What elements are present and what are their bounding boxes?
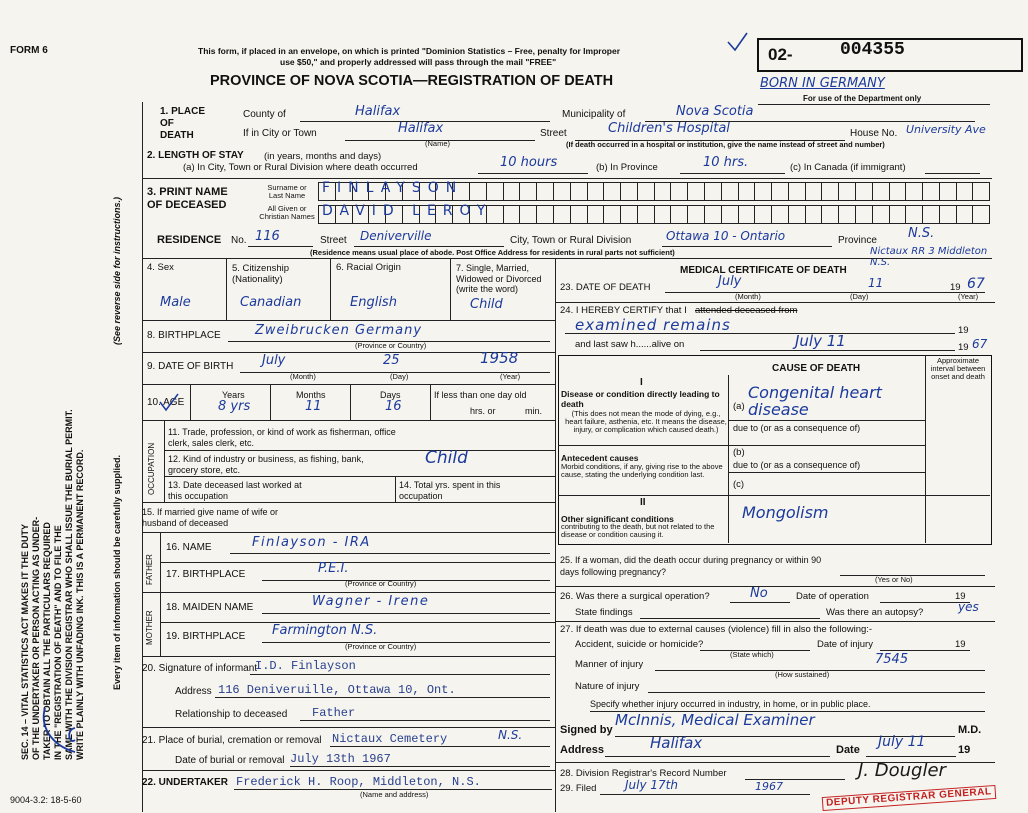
dob-month-caption: (Month) xyxy=(290,372,316,381)
age-label: 10. AGE xyxy=(147,397,185,408)
residence-no: 116 xyxy=(255,229,280,244)
interval-heading: Approximate interval between onset and death xyxy=(930,356,986,381)
father-side-label: FATHER xyxy=(145,554,154,585)
stay-province-label: (b) In Province xyxy=(596,162,658,173)
age-months: 11 xyxy=(305,399,322,414)
disease-hint: (This does not mean the mode of dying, e.g., heart failure, asthenia, etc. It means the disease, injury, or complication which caused death.) xyxy=(565,409,727,434)
print-name-label: 3. PRINT NAME OF DECEASED xyxy=(147,186,228,211)
side-text-5: SAME WITH THE DIVISION REGISTRAR WHO SHALL ISSUE THE BURIAL PERMIT. xyxy=(64,409,74,760)
check-mark-icon xyxy=(725,30,750,55)
age-check-mark-icon xyxy=(158,392,180,414)
born-note: BORN IN GERMANY xyxy=(760,76,885,91)
autopsy-value: yes xyxy=(958,600,979,614)
dept-use: For use of the Department only xyxy=(803,94,922,103)
informant-sig-label: 20. Signature of informant xyxy=(142,663,258,674)
burial-date-label: Date of burial or removal xyxy=(175,755,285,766)
residence-city-label: City, Town or Rural Division xyxy=(510,235,632,246)
signed-by-label: Signed by xyxy=(560,724,613,736)
last-saw-year-prefix: 19 xyxy=(958,342,969,353)
length-of-stay-label: 2. LENGTH OF STAY xyxy=(147,150,244,161)
citizenship-value: Canadian xyxy=(240,295,302,310)
disease-label: Disease or condition directly leading to death xyxy=(561,389,720,409)
sex-value: Male xyxy=(160,295,191,310)
side-text-8: Every item of information should be carefully supplied. xyxy=(112,454,122,690)
occupation-q12-value: Child xyxy=(425,448,468,468)
occupation-q15: 15. If married give name of wife or husband of deceased xyxy=(142,507,279,528)
stay-canada-label: (c) In Canada (if immigrant) xyxy=(790,162,906,173)
place-of-death-label xyxy=(160,106,210,142)
med-date-value: July 11 xyxy=(878,734,926,750)
place-label-text: PLACE OF DEATH xyxy=(160,106,206,141)
racial-label: 6. Racial Origin xyxy=(336,262,401,273)
last-saw-year: 67 xyxy=(972,337,988,351)
manner-value: 7545 xyxy=(875,652,909,667)
yes-no-caption: (Yes or No) xyxy=(875,575,913,584)
father-birthplace: P.E.I. xyxy=(318,561,349,576)
residence-city: Ottawa 10 - Ontario xyxy=(666,229,786,243)
death-year: 67 xyxy=(967,276,985,292)
q28-label: 28. Division Registrar's Record Number xyxy=(560,768,727,779)
county-label: County of xyxy=(243,109,286,120)
operation-date-label: Date of operation xyxy=(796,591,869,602)
death-month: July xyxy=(718,274,742,289)
stay-city-label: (a) In City, Town or Rural Division where death occurred xyxy=(183,162,418,173)
q24-value: examined remains xyxy=(575,316,731,334)
years-label: Years xyxy=(222,390,245,400)
name-caption: (Name) xyxy=(425,139,451,148)
occupation-q12: 12. Kind of industry or business, as fishing, bank, grocery store, etc. xyxy=(168,454,364,475)
burial-place: Nictaux Cemetery xyxy=(332,732,448,746)
occupation-side-label: OCCUPATION xyxy=(147,442,156,495)
registrar-stamp: DEPUTY REGISTRAR GENERAL xyxy=(822,785,996,811)
undertaker-value: Frederick H. Roop, Middleton, N.S. xyxy=(236,775,481,789)
death-day: 11 xyxy=(868,276,884,290)
mother-birthplace-label: 19. BIRTHPLACE xyxy=(166,631,246,642)
age-days: 16 xyxy=(385,399,402,414)
q27-label: 27. If death was due to external causes (violence) fill in also the following:- xyxy=(560,624,873,635)
undertaker-caption: (Name and address) xyxy=(360,790,429,799)
injury-date-label: Date of injury xyxy=(817,639,873,650)
registrar-signature: J. Dougler xyxy=(858,760,946,781)
burial-place-mark: N.S. xyxy=(498,728,523,742)
death-year-prefix: 19 xyxy=(950,282,961,293)
section-i: I xyxy=(640,377,643,388)
municipality-value: Nova Scotia xyxy=(676,104,754,119)
given-label: All Given or Christian Names xyxy=(259,204,315,221)
county-value: Halifax xyxy=(355,104,401,119)
filed-year: 1967 xyxy=(755,780,783,793)
margin-mark-icon xyxy=(30,700,90,760)
occupation-q11: 11. Trade, profession, or kind of work as fisherman, office clerk, sales clerk, etc. xyxy=(168,427,396,448)
print-code: 9004-3.2: 18-5-60 xyxy=(10,795,82,805)
surname-label: Surname or Last Name xyxy=(267,183,307,200)
side-text-3: TAKER TO OBTAIN ALL THE PARTICULARS REQUIRED xyxy=(42,522,52,760)
months-label: Months xyxy=(296,390,326,400)
occupation-q13: 13. Date deceased last worked at this occupation xyxy=(168,480,302,501)
reg-number: 004355 xyxy=(840,40,905,60)
house-value: University Ave xyxy=(906,123,986,136)
side-text-4: IN THE "REGISTRATION OF DEATH" AND TO FILE THE xyxy=(53,525,63,760)
undertaker-label: 22. UNDERTAKER xyxy=(142,777,228,788)
citizenship-label: 5. Citizenship (Nationality) xyxy=(232,263,290,285)
marital-label: 7. Single, Married, Widowed or Divorced (write the word) xyxy=(456,263,542,294)
other-label: Other significant conditions xyxy=(561,514,674,524)
father-name-label: 16. NAME xyxy=(166,542,212,553)
city-label: If in City or Town xyxy=(243,128,317,139)
antecedent-hint: Morbid conditions, if any, giving rise to the above cause, stating the underlying condition last. xyxy=(561,462,723,479)
cause-c-label: (c) xyxy=(733,479,745,490)
street-value: Children's Hospital xyxy=(608,121,730,136)
autopsy-label: Was there an autopsy? xyxy=(826,607,924,618)
due-to-2: due to (or as a consequence of) xyxy=(733,460,861,470)
informant-sig: I.D. Finlayson xyxy=(255,659,356,673)
other-value: Mongolism xyxy=(742,503,829,522)
hospital-note: (If death occurred in a hospital or institution, give the name instead of street and number) xyxy=(566,140,885,149)
cause-b-label: (b) xyxy=(733,447,745,458)
cause-a-label: (a) xyxy=(733,401,745,412)
filed-value: July 17th xyxy=(625,778,678,792)
how-sustained-caption: (How sustained) xyxy=(775,670,830,679)
hrs-label: hrs. or xyxy=(470,406,496,416)
city-value: Halifax xyxy=(398,121,444,136)
section-ii: II xyxy=(640,497,646,508)
mother-name: Wagner - Irene xyxy=(312,594,430,609)
other-hint: contributing to the death, but not related to the disease or condition causing it. xyxy=(561,522,715,539)
manner-label: Manner of injury xyxy=(575,659,644,670)
mother-birthplace: Farmington N.S. xyxy=(272,623,378,638)
form-title: PROVINCE OF NOVA SCOTIA—REGISTRATION OF DEATH xyxy=(210,73,614,89)
operation-year-prefix: 19 xyxy=(955,591,966,602)
residence-label: RESIDENCE xyxy=(157,234,222,246)
q26-label: 26. Was there a surgical operation? xyxy=(560,591,710,602)
father-birthplace-label: 17. BIRTHPLACE xyxy=(166,569,246,580)
given-value: DAVID LEROY xyxy=(322,203,493,219)
state-findings-label: State findings xyxy=(575,607,633,618)
death-month-caption: (Month) xyxy=(735,292,761,301)
mother-side-label: MOTHER xyxy=(145,610,154,645)
dob-month: July xyxy=(262,353,286,368)
specify-label: Specify whether injury occurred in industry, in home, or in public place. xyxy=(590,699,871,709)
house-label: House No. xyxy=(850,128,898,139)
burial-date: July 13th 1967 xyxy=(290,752,391,766)
father-name: Finlayson - IRA xyxy=(252,535,371,550)
informant-addr: 116 Deniveruille, Ottawa 10, Ont. xyxy=(218,683,456,697)
med-date-year: 19 xyxy=(958,744,971,756)
maiden-name-label: 18. MAIDEN NAME xyxy=(166,602,254,613)
residence-province-label: Province xyxy=(838,235,877,246)
side-text-2: OF THE UNDERTAKER OR PERSON ACTING AS UNDER- xyxy=(31,516,41,760)
residence-province: N.S. xyxy=(908,226,935,241)
q24-label: 24. I HEREBY CERTIFY that I xyxy=(560,305,687,316)
days-label: Days xyxy=(380,390,401,400)
med-address-value: Halifax xyxy=(650,734,703,752)
last-saw-label: and last saw h......alive on xyxy=(575,339,685,350)
q25-label: 25. If a woman, did the death occur during pregnancy or within 90 days following pregnancy? xyxy=(560,555,822,577)
length-of-stay-hint: (in years, months and days) xyxy=(264,151,382,162)
med-address-label: Address xyxy=(560,744,605,756)
residence-street: Deniverville xyxy=(360,229,432,243)
mother-bp-caption: (Province or Country) xyxy=(345,642,417,651)
q29-label: 29. Filed xyxy=(560,783,597,794)
dob-year: 1958 xyxy=(480,349,519,367)
reg-prefix: 02- xyxy=(768,45,793,64)
state-which-caption: (State which) xyxy=(730,650,774,659)
birthplace-caption: (Province or Country) xyxy=(355,341,427,350)
street-label: Street xyxy=(540,128,567,139)
less-day-label: If less than one day old xyxy=(434,390,527,400)
informant-rel: Father xyxy=(312,706,356,720)
envelope-notice-2: use $50," and properly addressed will pass through the mail "FREE" xyxy=(280,57,557,67)
nature-label: Nature of injury xyxy=(575,681,640,692)
informant-addr-label: Address xyxy=(175,686,212,697)
min-label: min. xyxy=(525,406,543,416)
side-text-7: (See reverse side for instructions.) xyxy=(112,196,122,345)
q24-year-prefix: 19 xyxy=(958,325,969,336)
form-number: FORM 6 xyxy=(10,45,48,56)
age-years: 8 yrs xyxy=(218,399,251,414)
sex-label: 4. Sex xyxy=(147,262,174,273)
envelope-notice-1: This form, if placed in an envelope, on which is printed "Dominion Statistics – Free, penalty for Improper xyxy=(198,46,621,56)
informant-rel-label: Relationship to deceased xyxy=(175,709,288,720)
med-date-label: Date xyxy=(836,744,860,756)
municipality-label: Municipality of xyxy=(562,109,626,120)
residence-note: (Residence means usual place of abode. Post Office Address for residents in rural parts not sufficient) xyxy=(310,248,675,257)
father-bp-caption: (Province or Country) xyxy=(345,579,417,588)
signed-suffix: M.D. xyxy=(958,724,982,736)
side-text-6: WRITE PLAINLY WITH UNFADING INK. THIS IS A PERMANENT RECORD. xyxy=(75,449,85,760)
dob-day: 25 xyxy=(383,353,400,368)
birthplace-value: Zweibrucken Germany xyxy=(255,323,423,338)
stay-province-value: 10 hrs. xyxy=(703,155,749,170)
q23-label: 23. DATE OF DEATH xyxy=(560,282,651,293)
signed-value: McInnis, Medical Examiner xyxy=(615,711,815,729)
dob-day-caption: (Day) xyxy=(390,372,409,381)
surname-value: FINLAYSON xyxy=(322,180,464,196)
last-saw-value: July 11 xyxy=(795,332,846,350)
antecedent-label: Antecedent causes xyxy=(561,453,639,463)
burial-place-label: 21. Place of burial, cremation or removal xyxy=(142,735,322,746)
birthplace-label: 8. BIRTHPLACE xyxy=(147,330,221,341)
place-num: 1. xyxy=(160,106,169,117)
due-to-1: due to (or as a consequence of) xyxy=(733,423,861,433)
cause-heading: CAUSE OF DEATH xyxy=(772,363,861,374)
cause-a-value: Congenital heart disease xyxy=(748,383,882,419)
side-text-1: SEC. 14 – VITAL STATISTICS ACT MAKES IT THE DUTY xyxy=(20,523,30,760)
dob-year-caption: (Year) xyxy=(500,372,521,381)
occupation-q14: 14. Total yrs. spent in this occupation xyxy=(399,480,501,501)
accident-label: Accident, suicide or homicide? xyxy=(575,639,704,650)
death-year-caption: (Year) xyxy=(958,292,979,301)
injury-year-prefix: 19 xyxy=(955,639,966,650)
marital-value: Child xyxy=(470,297,503,312)
death-day-caption: (Day) xyxy=(850,292,869,301)
q24-struck: attended deceased from xyxy=(695,305,798,316)
alt-address: Nictaux RR 3 Middleton N.S. xyxy=(870,246,988,268)
residence-no-label: No. xyxy=(231,235,247,246)
medical-heading: MEDICAL CERTIFICATE OF DEATH xyxy=(680,265,847,276)
racial-value: English xyxy=(350,295,397,310)
dob-label: 9. DATE OF BIRTH xyxy=(147,361,234,372)
residence-street-label: Street xyxy=(320,235,347,246)
stay-city-value: 10 hours xyxy=(500,155,558,170)
q26-value: No xyxy=(750,586,768,601)
